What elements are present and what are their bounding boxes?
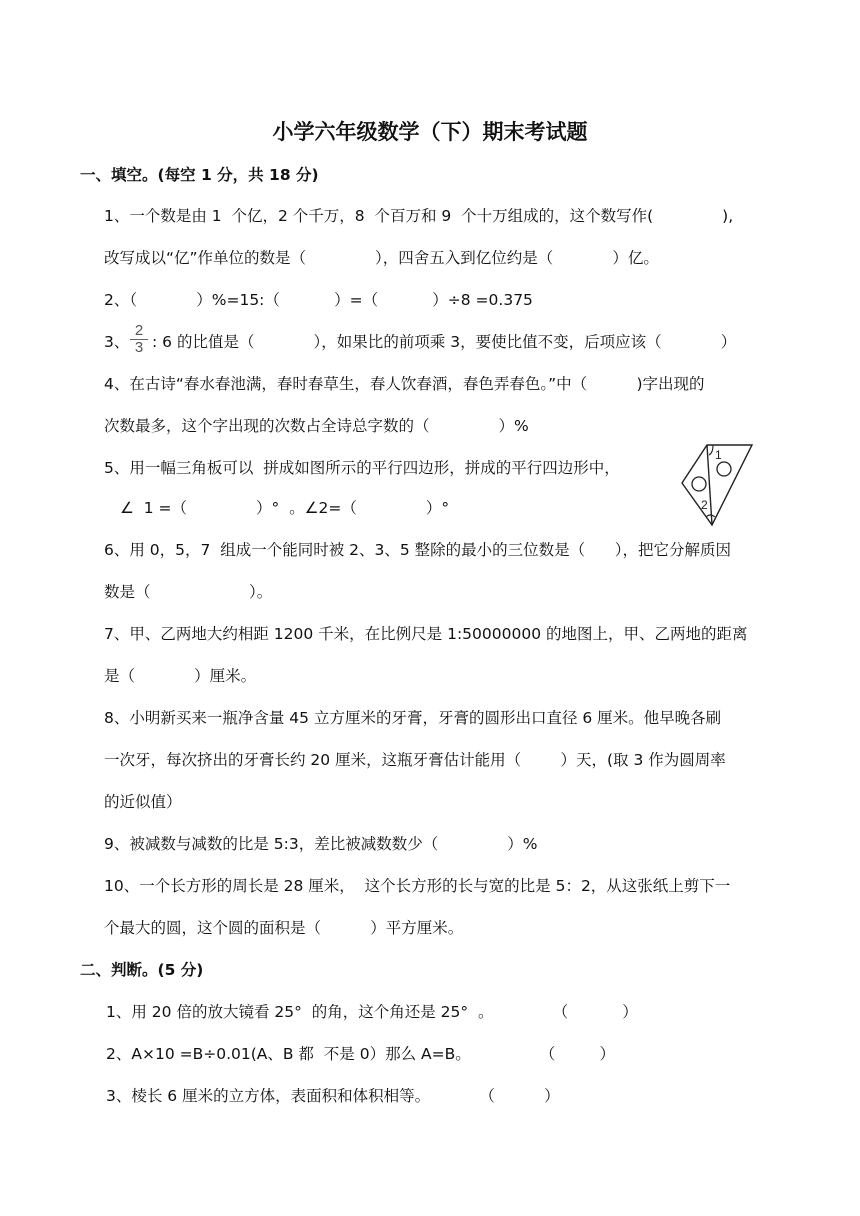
triangle-hole-circle (717, 462, 731, 476)
section-heading-fill-blank: 一、填空。(每空 1 分，共 18 分) (80, 166, 319, 184)
question-5-line-2: ∠ 1 =（ ）° 。∠2=（ ）° (120, 499, 450, 517)
fraction-denominator: 3 (134, 339, 144, 356)
question-3: : 6 的比值是（ ），如果比的前项乘 3，要使比值不变，后项应该（ ） (152, 333, 737, 351)
question-7-line-1: 7、甲、乙两地大约相距 1200 千米，在比例尺是 1:50000000 的地图上，甲、乙两地的距离 (104, 625, 748, 643)
triangle-hole-circle (692, 477, 706, 491)
question-9: 9、被减数与减数的比是 5:3，差比被减数数少（ ）% (104, 835, 538, 853)
judgement-2: 2、A×10 =B÷0.01(A、B 都 不是 0）那么 A=B。 （ ） (106, 1045, 616, 1063)
question-3-prefix: 3、 (104, 333, 130, 351)
judgement-1: 1、用 20 倍的放大镜看 25° 的角，这个角还是 25° 。 （ ） (106, 1003, 638, 1021)
diagonal-line (707, 445, 712, 525)
section-heading-true-false: 二、判断。(5 分) (80, 961, 204, 979)
angle-2-arc (706, 515, 715, 517)
fraction-two-thirds (130, 323, 148, 356)
angle-2-label: 2 (701, 498, 708, 512)
question-10-line-2: 个最大的圆，这个圆的面积是（ ）平方厘米。 (104, 919, 464, 937)
question-7-line-2: 是（ ）厘米。 (104, 667, 257, 685)
angle-1-label: 1 (715, 448, 722, 462)
angle-1-arc (709, 445, 713, 455)
question-1-line-2: 改写成以“亿”作单位的数是（ ），四舍五入到亿位约是（ ）亿。 (104, 249, 659, 267)
question-1-line-1: 1、一个数是由 1 个亿，2 个千万，8 个百万和 9 个十万组成的，这个数写作( ), (104, 207, 734, 225)
question-8-line-2: 一次牙，每次挤出的牙膏长约 20 厘米，这瓶牙膏估计能用（ ）天，(取 3 作为圆周率 (104, 751, 726, 769)
question-4-line-1: 4、在古诗“春水春池满，春时春草生，春人饮春酒，春色弄春色。”中（ )字出现的 (104, 375, 705, 393)
question-4-line-2: 次数最多，这个字出现的次数占全诗总字数的（ ）% (104, 417, 529, 435)
fraction-numerator: 2 (130, 323, 148, 340)
judgement-3: 3、棱长 6 厘米的立方体，表面积和体积相等。 （ ） (106, 1087, 560, 1105)
question-8-line-1: 8、小明新买来一瓶净含量 45 立方厘米的牙膏，牙膏的圆形出口直径 6 厘米。他早晚各刷 (104, 709, 722, 727)
parallelogram-triangles-figure (680, 441, 760, 527)
page-title: 小学六年级数学（下）期末考试题 (272, 120, 588, 144)
question-2: 2、（ ）%=15:（ ）=（ ）÷8 =0.375 (104, 291, 533, 309)
question-10-line-1: 10、一个长方形的周长是 28 厘米， 这个长方形的长与宽的比是 5：2，从这张纸上剪下一 (104, 877, 731, 895)
question-6-line-1: 6、用 0，5，7 组成一个能同时被 2、3、5 整除的最小的三位数是（ ），把它分解质因 (104, 541, 731, 559)
question-6-line-2: 数是（ ）。 (104, 583, 273, 601)
question-8-line-3: 的近似值） (104, 793, 182, 811)
question-5-line-1: 5、用一幅三角板可以 拼成如图所示的平行四边形，拼成的平行四边形中， (104, 459, 620, 477)
